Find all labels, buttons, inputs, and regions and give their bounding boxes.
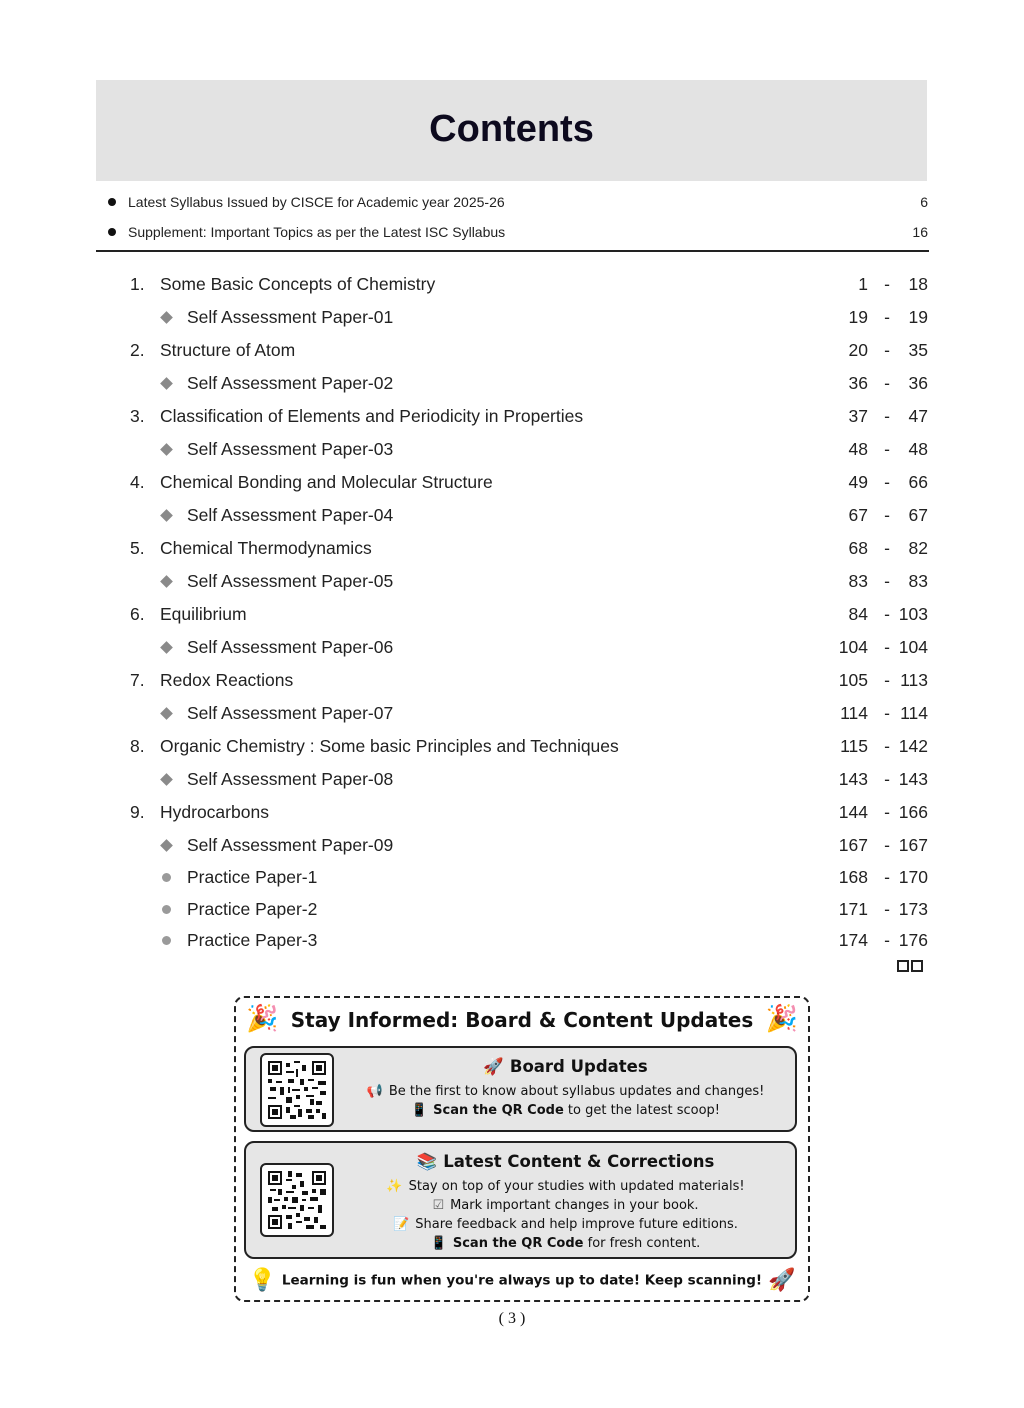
diamond-bullet-icon <box>160 443 173 456</box>
page-end: 173 <box>898 898 928 919</box>
bullet-icon <box>108 228 116 236</box>
page-end: 67 <box>908 505 928 525</box>
page-end: 114 <box>900 703 928 723</box>
header-band <box>96 80 927 181</box>
page-end: 82 <box>908 538 928 558</box>
page-start: 68 <box>848 538 868 558</box>
page-start: 144 <box>838 802 868 822</box>
page-end: 35 <box>908 340 928 360</box>
range-dash: - <box>884 274 890 294</box>
range-dash: - <box>884 703 890 723</box>
page-start: 36 <box>848 373 868 393</box>
content-line-3: Share feedback and help improve future editions. <box>415 1217 738 1232</box>
toc-title: Classification of Elements and Periodicity in Properties <box>160 406 584 426</box>
updates-footer <box>236 1268 808 1293</box>
toc-title: Structure of Atom <box>160 340 296 360</box>
toc-title: Some Basic Concepts of Chemistry <box>160 274 436 294</box>
toc-title: Redox Reactions <box>160 670 294 690</box>
diamond-bullet-icon <box>160 377 173 390</box>
toc-title: Chemical Thermodynamics <box>160 538 372 558</box>
range-dash: - <box>884 340 890 360</box>
page-start: 171 <box>838 898 868 919</box>
circle-bullet-icon <box>162 905 171 914</box>
page-start: 115 <box>840 736 868 756</box>
toc-assessment-row <box>96 300 930 334</box>
toc-chapter-row <box>96 400 930 432</box>
toc-chapter-row <box>96 730 930 762</box>
toc-list <box>96 268 930 957</box>
page-end: 113 <box>900 670 928 690</box>
range-dash: - <box>884 867 890 887</box>
qr-code-image <box>268 1061 326 1119</box>
toc-title: Organic Chemistry : Some basic Principles and Techniques <box>160 736 619 756</box>
toc-title: Practice Paper-1 <box>187 867 318 887</box>
chapter-number: 7. <box>130 670 145 690</box>
page-end: 167 <box>898 835 928 855</box>
toc-assessment-row <box>96 828 930 862</box>
chapter-number: 6. <box>130 604 145 624</box>
updates-title: Stay Informed: Board & Content Updates <box>290 1008 754 1032</box>
toc-assessment-row <box>96 696 930 730</box>
content-scan-bold: Scan the QR Code <box>452 1236 584 1251</box>
chapter-number: 8. <box>130 736 145 756</box>
board-updates-content <box>342 1054 789 1120</box>
page-end: 170 <box>898 867 928 887</box>
toc-title: Self Assessment Paper-05 <box>187 571 394 591</box>
range-dash: - <box>884 769 890 789</box>
range-dash: - <box>884 538 890 558</box>
toc-title: Self Assessment Paper-04 <box>187 505 394 525</box>
party-popper-icon: 🎉 <box>765 1004 798 1034</box>
page-end: 176 <box>898 930 928 950</box>
toc-assessment-row <box>96 630 930 664</box>
page-end: 166 <box>898 802 928 822</box>
toc-chapter-row <box>96 598 930 630</box>
toc-title: Self Assessment Paper-09 <box>187 835 394 855</box>
board-scan-bold: Scan the QR Code <box>433 1103 564 1118</box>
toc-title: Practice Paper-3 <box>187 930 318 950</box>
mobile-phone-icon: 📱 <box>430 1236 447 1251</box>
page-start: 114 <box>840 703 868 723</box>
toc-assessment-row <box>96 564 930 598</box>
range-dash: - <box>884 835 890 855</box>
page-start: 37 <box>848 406 868 426</box>
range-dash: - <box>884 637 890 657</box>
page-end: 18 <box>908 274 928 294</box>
diamond-bullet-icon <box>160 509 173 522</box>
range-dash: - <box>884 307 890 327</box>
page-start: 143 <box>838 769 868 789</box>
page-start: 67 <box>848 505 868 525</box>
toc-title: Self Assessment Paper-08 <box>187 769 394 789</box>
chapter-number: 5. <box>130 538 145 558</box>
range-dash: - <box>884 802 890 822</box>
chapter-number: 3. <box>130 406 145 426</box>
toc-title: Self Assessment Paper-07 <box>187 703 394 723</box>
board-line-2: to get the latest scoop! <box>563 1103 721 1118</box>
toc-title: Hydrocarbons <box>160 802 269 822</box>
page-end: 19 <box>908 307 928 327</box>
page-title: Contents <box>429 108 594 150</box>
diamond-bullet-icon <box>160 575 173 588</box>
top-item-page: 16 <box>912 224 928 240</box>
page-start: 104 <box>838 637 868 657</box>
toc-title: Self Assessment Paper-01 <box>187 307 394 327</box>
toc-title: Practice Paper-2 <box>187 898 318 919</box>
page-end: 36 <box>908 373 928 393</box>
page-end: 142 <box>898 736 928 756</box>
page-start: 1 <box>858 274 868 294</box>
mobile-phone-icon: 📱 <box>410 1103 428 1118</box>
toc-chapter-row <box>96 796 930 828</box>
updates-box <box>234 996 810 1302</box>
rocket-icon: 🚀 <box>768 1268 796 1293</box>
toc-assessment-row <box>96 432 930 466</box>
page-end: 66 <box>908 472 928 492</box>
divider <box>96 250 929 252</box>
page-start: 83 <box>848 571 868 591</box>
chapter-number: 9. <box>130 802 145 822</box>
range-dash: - <box>884 406 890 426</box>
diamond-bullet-icon <box>160 311 173 324</box>
books-icon: 📚 <box>416 1152 438 1171</box>
content-updates-heading: Latest Content & Corrections <box>443 1152 715 1171</box>
toc-title: Self Assessment Paper-03 <box>187 439 394 459</box>
toc-assessment-row <box>96 366 930 400</box>
diamond-bullet-icon <box>160 773 173 786</box>
toc-practice-row <box>96 862 930 894</box>
top-item <box>96 217 930 247</box>
range-dash: - <box>884 472 890 492</box>
diamond-bullet-icon <box>160 839 173 852</box>
qr-code[interactable] <box>260 1163 334 1237</box>
rocket-icon: 🚀 <box>483 1057 504 1076</box>
toc-title: Equilibrium <box>160 604 247 624</box>
circle-bullet-icon <box>162 873 171 882</box>
page-start: 167 <box>838 835 868 855</box>
page-start: 19 <box>848 307 868 327</box>
chapter-number: 2. <box>130 340 145 360</box>
content-line-4: for fresh content. <box>583 1236 701 1251</box>
top-item-page: 6 <box>920 194 928 210</box>
qr-code-image <box>268 1171 326 1229</box>
page-start: 168 <box>838 867 868 887</box>
page-start: 20 <box>848 340 868 360</box>
toc-chapter-row <box>96 466 930 498</box>
content-line-2: Mark important changes in your book. <box>450 1198 699 1213</box>
diamond-bullet-icon <box>160 641 173 654</box>
party-popper-icon: 🎉 <box>246 1004 279 1034</box>
board-updates-panel <box>244 1046 797 1132</box>
page-end: 143 <box>898 769 928 789</box>
range-dash: - <box>884 930 890 950</box>
range-dash: - <box>884 439 890 459</box>
bullet-icon <box>108 198 116 206</box>
toc-title: Self Assessment Paper-06 <box>187 637 394 657</box>
top-list <box>96 187 930 247</box>
toc-assessment-row <box>96 498 930 532</box>
toc-chapter-row <box>96 268 930 300</box>
page-start: 105 <box>838 670 868 690</box>
top-item-label: Latest Syllabus Issued by CISCE for Academic year 2025-26 <box>128 194 505 210</box>
range-dash: - <box>884 571 890 591</box>
toc-chapter-row <box>96 532 930 564</box>
page-end: 83 <box>908 571 928 591</box>
toc-practice-row <box>96 894 930 926</box>
toc-chapter-row <box>96 664 930 696</box>
circle-bullet-icon <box>162 936 171 945</box>
check-box-icon: ☑ <box>432 1198 445 1213</box>
range-dash: - <box>884 505 890 525</box>
chapter-number: 1. <box>130 274 145 294</box>
end-mark-icon <box>897 959 925 977</box>
toc-assessment-row <box>96 762 930 796</box>
toc-title: Chemical Bonding and Molecular Structure <box>160 472 493 492</box>
megaphone-icon: 📢 <box>366 1084 383 1099</box>
page-start: 84 <box>848 604 868 624</box>
diamond-bullet-icon <box>160 707 173 720</box>
content-updates-content <box>342 1149 789 1253</box>
top-item-label: Supplement: Important Topics as per the Latest ISC Syllabus <box>128 224 506 240</box>
content-line-1: Stay on top of your studies with updated materials! <box>408 1179 745 1194</box>
page-end: 104 <box>898 637 928 657</box>
page-start: 49 <box>848 472 868 492</box>
range-dash: - <box>884 736 890 756</box>
range-dash: - <box>884 670 890 690</box>
page-start: 174 <box>838 930 868 950</box>
page-end: 47 <box>908 406 928 426</box>
range-dash: - <box>884 373 890 393</box>
top-item <box>96 187 930 217</box>
content-updates-panel <box>244 1141 797 1259</box>
light-bulb-icon: 💡 <box>248 1268 276 1293</box>
toc-chapter-row <box>96 334 930 366</box>
toc-practice-row <box>96 925 930 957</box>
memo-icon: 📝 <box>393 1217 410 1232</box>
qr-code[interactable] <box>260 1053 334 1127</box>
sparkles-icon: ✨ <box>386 1179 403 1194</box>
range-dash: - <box>884 898 890 919</box>
updates-footer-text: Learning is fun when you're always up to date! Keep scanning! <box>281 1272 763 1289</box>
page-number: ( 3 ) <box>498 1310 526 1327</box>
board-line-1: Be the first to know about syllabus updates and changes! <box>388 1084 765 1099</box>
toc-title: Self Assessment Paper-02 <box>187 373 394 393</box>
board-updates-heading: Board Updates <box>509 1057 648 1076</box>
page-start: 48 <box>848 439 868 459</box>
page-end: 48 <box>908 439 928 459</box>
page-end: 103 <box>898 604 928 624</box>
range-dash: - <box>884 604 890 624</box>
chapter-number: 4. <box>130 472 145 492</box>
